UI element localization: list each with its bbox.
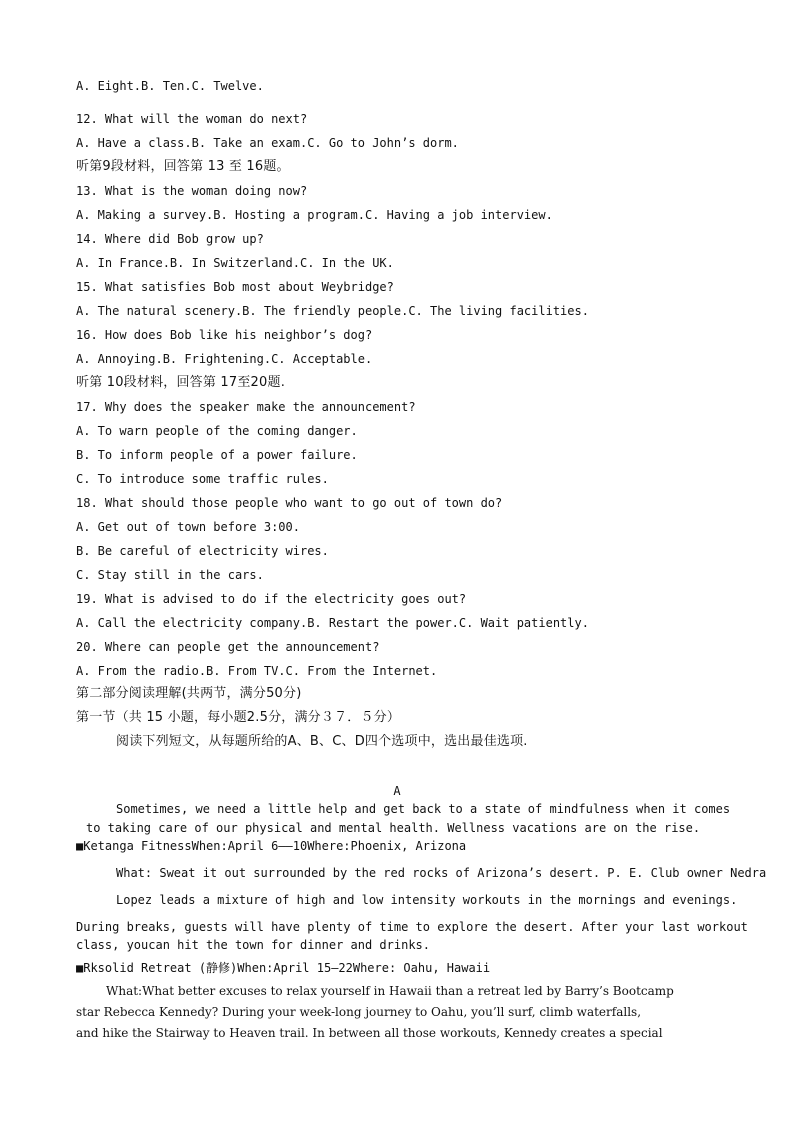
item1-body-line-3: During breaks, guests will have plenty of time to explore the desert. After your last workout — [76, 920, 748, 934]
q14-question: 14. Where did Bob grow up? — [76, 232, 264, 246]
item1-body-line-4: class, youcan hit the town for dinner and drinks. — [76, 938, 431, 952]
q15-options: A. The natural scenery.B. The friendly people.C. The living facilities. — [76, 304, 589, 318]
item2-body-line-3: and hike the Stairway to Heaven trail. In between all those workouts, Kennedy creates a special — [76, 1026, 663, 1040]
q20-options: A. From the radio.B. From TV.C. From the Internet. — [76, 664, 438, 678]
q18-question: 18. What should those people who want to go out of town do? — [76, 496, 503, 510]
reading-instruction: 阅读下列短文，从每题所给的A、B、C、D四个选项中，选出最佳选项. — [116, 734, 528, 749]
q18-option-b: B. Be careful of electricity wires. — [76, 544, 329, 558]
q17-question: 17. Why does the speaker make the announcement? — [76, 400, 416, 414]
q15-question: 15. What satisfies Bob most about Weybridge? — [76, 280, 394, 294]
q19-options: A. Call the electricity company.B. Restart the power.C. Wait patiently. — [76, 616, 589, 630]
q12-question: 12. What will the woman do next? — [76, 112, 308, 126]
passage-intro-line-1: Sometimes, we need a little help and get back to a state of mindfulness when it comes — [116, 802, 731, 816]
section-10-instruction: 听第 10段材料，回答第 17至20题. — [76, 375, 286, 390]
q20-question: 20. Where can people get the announcement? — [76, 640, 380, 654]
item2-body-line-2: star Rebecca Kennedy? During your week-long journey to Oahu, you’ll surf, climb waterfalls, — [76, 1005, 642, 1019]
q11-options: A. Eight.B. Ten.C. Twelve. — [76, 79, 264, 93]
q16-options: A. Annoying.B. Frightening.C. Acceptable. — [76, 352, 373, 366]
item1-body-line-1: What: Sweat it out surrounded by the red rocks of Arizona’s desert. P. E. Club owner Nedra — [116, 866, 767, 880]
q18-option-a: A. Get out of town before 3:00. — [76, 520, 300, 534]
passage-letter: A — [393, 784, 401, 798]
q18-option-c: C. Stay still in the cars. — [76, 568, 264, 582]
q13-question: 13. What is the woman doing now? — [76, 184, 308, 198]
q17-option-a: A. To warn people of the coming danger. — [76, 424, 358, 438]
q17-option-b: B. To inform people of a power failure. — [76, 448, 358, 462]
item1-heading: ■Ketanga FitnessWhen:April 6——10Where:Phoenix, Arizona — [76, 839, 467, 853]
q14-options: A. In France.B. In Switzerland.C. In the UK. — [76, 256, 394, 270]
item2-heading: ■Rksolid Retreat (静修)When:April 15—22Where: Oahu, Hawaii — [76, 961, 491, 975]
q17-option-c: C. To introduce some traffic rules. — [76, 472, 329, 486]
section-one-title: 第一节（共 15 小题，每小题2.5分，满分３７．５分） — [76, 710, 401, 725]
item2-body-line-1: What:What better excuses to relax yourself in Hawaii than a retreat led by Barry’s Bootcamp — [106, 984, 674, 998]
q13-options: A. Making a survey.B. Hosting a program.C. Having a job interview. — [76, 208, 553, 222]
q12-options: A. Have a class.B. Take an exam.C. Go to John’s dorm. — [76, 136, 459, 150]
q16-question: 16. How does Bob like his neighbor’s dog? — [76, 328, 373, 342]
item1-body-line-2: Lopez leads a mixture of high and low intensity workouts in the mornings and evenings. — [116, 893, 738, 907]
q19-question: 19. What is advised to do if the electricity goes out? — [76, 592, 467, 606]
passage-intro-line-2: to taking care of our physical and mental health. Wellness vacations are on the rise. — [86, 821, 701, 835]
section-9-instruction: 听第9段材料，回答第 13 至 16题。 — [76, 159, 290, 174]
part-two-title: 第二部分阅读理解(共两节，满分50分) — [76, 686, 302, 701]
